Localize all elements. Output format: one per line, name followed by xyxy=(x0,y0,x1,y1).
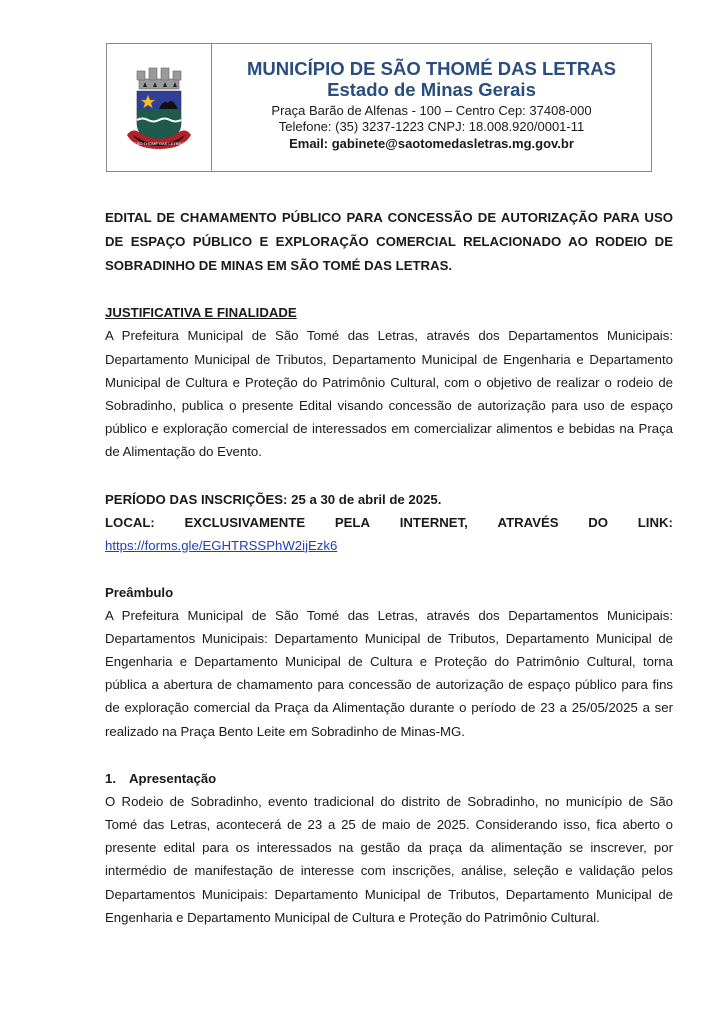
logo-cell xyxy=(107,44,212,171)
letterhead xyxy=(106,43,652,172)
preambulo-heading: Preâmbulo xyxy=(105,584,174,600)
justificativa-heading: JUSTIFICATIVA E FINALIDADE xyxy=(105,305,297,321)
letterhead-info xyxy=(212,44,651,171)
section-1-heading xyxy=(105,767,673,790)
document-title: EDITAL DE CHAMAMENTO PÚBLICO PARA CONCESSÃO DE AUTORIZAÇÃO PARA USO DE ESPAÇO PÚBLICO E EXPLORAÇÃO COMERCIAL RELACIONADO AO RODEIO DE SOBRADINHO DE MINAS EM SÃO TOMÉ DAS LETRAS. xyxy=(105,210,673,273)
phone-cnpj-line: Telefone: (35) 3237-1223 CNPJ: 18.008.920/0001-11 xyxy=(278,119,585,134)
local-word: ATRAVÉS xyxy=(497,514,559,530)
preambulo-text: A Prefeitura Municipal de São Tomé das Letras, através dos Departamentos Municipais: Departamentos Municipais: Departamento Municipal de Tributos, Departamento Municipal de Engenharia e Departamento Municipal de Cultura e Proteção do Patrimônio Cultural, torna pública a abertura de chamamento para concessão de autorização de espaço público para fins de exploração comercial da Praça da Alimentação durante o período de 23 a 25/05/2025 a ser realizado na Praça Bento Leite em Sobradinho de Minas-MG. xyxy=(105,607,673,739)
local-word: LOCAL: xyxy=(105,514,155,530)
municipal-crest-icon xyxy=(123,65,195,151)
section-number: 1. xyxy=(105,770,116,786)
local-word: EXCLUSIVAMENTE xyxy=(184,514,306,530)
local-word: INTERNET, xyxy=(399,514,468,530)
address-line: Praça Barão de Alfenas - 100 – Centro Cep: 37408-000 xyxy=(271,103,592,118)
document-body xyxy=(105,206,673,929)
registration-form-link[interactable]: https://forms.gle/EGHTRSSPhW2ijEzk6 xyxy=(105,537,338,553)
municipality-title: MUNICÍPIO DE SÃO THOMÉ DAS LETRAS xyxy=(247,58,616,79)
state-title: Estado de Minas Gerais xyxy=(327,79,536,100)
periodo-inscricoes: PERÍODO DAS INSCRIÇÕES: 25 a 30 de abril de 2025. xyxy=(105,491,442,507)
justificativa-text: A Prefeitura Municipal de São Tomé das Letras, através dos Departamentos Municipais: Departamento Municipal de Tributos, Departamento Municipal de Engenharia e Departamento Municipal de Cultura e Proteção do Patrimônio Cultural, com o objetivo de realizar o rodeio de Sobradinho, publica o presente Edital visando concessão de autorização para uso de espaço público e exploração comercial de interessados em comercializar alimentos e bebidas na Praça de Alimentação do Evento. xyxy=(105,328,673,460)
local-word: PELA xyxy=(334,514,371,530)
local-word: DO xyxy=(588,514,609,530)
section-title: Apresentação xyxy=(129,770,217,786)
section-1-text: O Rodeio de Sobradinho, evento tradicional do distrito de Sobradinho, no município de São Tomé das Letras, acontecerá de 23 a 25 de maio de 2025. Considerando isso, fica aberto o presente edital para os interessados na gestão da praça da alimentação se inscrever, por intermédio de manifestação de interesse com inscrições, análise, seleção e validação pelos Departamentos Municipais: Departamento Municipal de Tributos, Departamento Municipal de Engenharia e Departamento Municipal de Cultura e Proteção do Patrimônio Cultural. xyxy=(105,793,673,925)
email-line: Email: gabinete@saotomedasletras.mg.gov.br xyxy=(289,136,574,151)
crest-ribbon-text: SÃO THOMÉ DAS LETRAS xyxy=(134,140,184,146)
local-word: LINK: xyxy=(637,514,673,530)
local-line xyxy=(105,511,673,534)
